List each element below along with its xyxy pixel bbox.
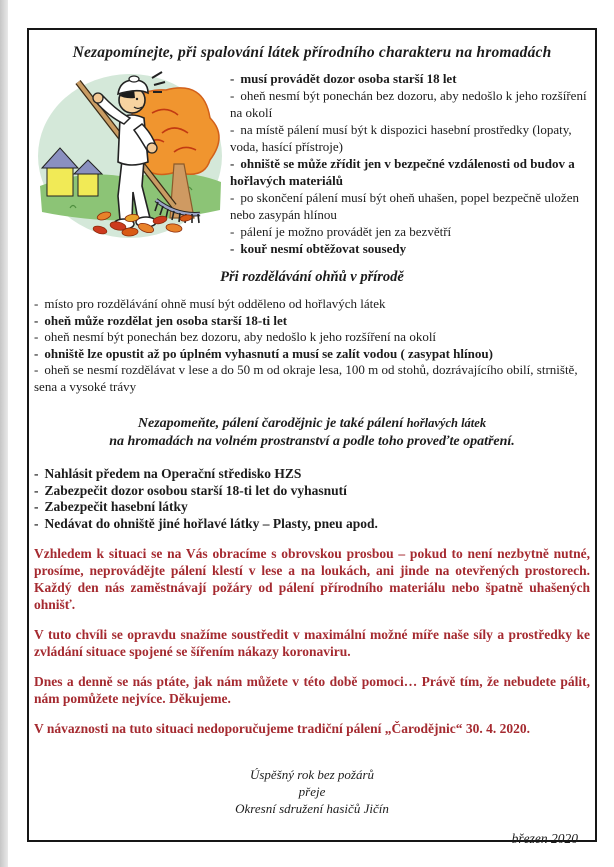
list-item: [34, 362, 590, 395]
list-item: [230, 155, 588, 189]
list-item-text: oheň nesmí být ponechán bez dozoru, aby nedošlo k jeho rozšíření na okolí: [230, 88, 587, 120]
list-item: [34, 313, 590, 330]
list-item: [34, 346, 590, 363]
notice-line2: na hromadách na volném prostranství a podle toho proveďte opatření.: [109, 434, 515, 449]
list-item-text: pálení je možno provádět jen za bezvětří: [240, 224, 452, 239]
bullet-dash: -: [230, 241, 235, 256]
list-item: [34, 329, 590, 346]
list-item-text: Zabezpečit dozor osobou starší 18-ti let do vyhasnutí: [44, 482, 347, 498]
bullet-dash: -: [34, 515, 39, 531]
bullet-dash: -: [34, 312, 39, 328]
list-item-text: oheň nesmí být ponechán bez dozoru, aby nedošlo k jeho rozšíření na okolí: [44, 329, 437, 344]
signature-block: [34, 766, 590, 817]
list-item-text: po skončení pálení musí být oheň uhašen, popel bezpečně uložen nebo zasypán hlínou: [230, 190, 579, 222]
list-item-text: Nedávat do ohniště jiné hořlavé látky – Plasty, pneu apod.: [44, 515, 378, 531]
bullet-dash: -: [230, 88, 235, 103]
bullet-dash: -: [230, 190, 235, 205]
list-item-text: na místě pálení musí být k dispozici hasební prostředky (lopaty, voda, hasící přístroje): [230, 122, 572, 154]
list-item: [230, 240, 588, 257]
man-raking-autumn-leaves-illustration: [34, 68, 230, 257]
bullet-dash: -: [34, 499, 39, 514]
signature-line3: Okresní sdružení hasičů Jičín: [235, 801, 389, 816]
notice-line1-small: hořlavých látek: [406, 416, 487, 430]
list-item-text: ohniště lze opustit až po úplném vyhasnutí a musí se zalít vodou ( zasypat hlínou): [44, 345, 493, 361]
witches-burning-notice: [34, 414, 590, 451]
signature-line2: přeje: [298, 784, 326, 799]
document-border-frame: [27, 28, 597, 846]
bullet-dash: -: [34, 345, 39, 361]
list-item-text: musí provádět dozor osoba starší 18 let: [240, 71, 457, 86]
bullet-dash: -: [34, 482, 39, 498]
top-section: [34, 68, 590, 257]
bullet-dash: -: [34, 466, 39, 481]
bullet-dash: -: [230, 71, 235, 86]
list-item: [34, 483, 590, 500]
raking-illustration-svg: [34, 68, 226, 240]
list-item-text: oheň se nesmí rozdělávat v lese a do 50 m od okraje lesa, 100 m od stohů, dozrávajícího obilí, strniště, sena a vysoké trávy: [34, 362, 578, 394]
document-title: Nezapomínejte, při spalování látek přírodního charakteru na hromadách: [72, 44, 552, 61]
notice-line1: Nezapomeňte, pálení čarodějnic je také pálení: [137, 416, 404, 431]
list-item-text: místo pro rozdělávání ohně musí být odděleno od hořlavých látek: [44, 296, 386, 311]
list-item-text: oheň může rozdělat jen osoba starší 18-ti let: [44, 312, 288, 328]
list-item: [34, 296, 590, 313]
appeal-paragraph: V tuto chvíli se opravdu snažíme soustředit v maximální možné míře naše síly a prostředky ke zvládání situace spojené se šířením nákazy koronaviru.: [34, 627, 590, 659]
list-item-text: Nahlásit předem na Operační středisko HZS: [44, 466, 302, 481]
list-item-text: ohniště se může zřídit jen v bezpečné vzdálenosti od budov a hořlavých materiálů: [230, 156, 575, 188]
bullet-dash: -: [230, 224, 235, 239]
list-item: [230, 121, 588, 155]
bullet-dash: -: [230, 122, 235, 137]
appeal-paragraph: Vzhledem k situaci se na Vás obracíme s obrovskou prosbou – pokud to není nezbytně nutné, prosíme, neprovádějte pálení klestí v lese a na loukách, ani jinde na otevřených prostorech. Každý den nás zaměstnávají požáry od pálení přírodního materiálu nebo špatně uhašených ohnišť.: [34, 546, 590, 612]
open-fire-rules-list: [34, 296, 590, 395]
covid-appeal-section: [34, 545, 590, 737]
bullet-dash: -: [34, 362, 39, 377]
list-item-text: Zabezpečit hasební látky: [44, 499, 188, 514]
bullet-dash: -: [230, 156, 235, 171]
open-fire-section-heading: Při rozdělávání ohňů v přírodě: [220, 269, 404, 285]
document-date: březen 2020: [511, 831, 578, 846]
burning-piles-rules-list: [230, 68, 590, 257]
list-item: [34, 516, 590, 533]
list-item: [230, 87, 588, 121]
list-item: [230, 189, 588, 223]
scan-edge-shadow: [0, 0, 8, 867]
list-item: [230, 70, 588, 87]
list-item: [34, 466, 590, 483]
list-item: [230, 223, 588, 240]
appeal-paragraph: Dnes a denně se nás ptáte, jak nám můžete v této době pomoci… Právě tím, že nebudete pálit, nám pomůžete nejvíce. Děkujeme.: [34, 674, 590, 706]
signature-line1: Úspěšný rok bez požárů: [249, 767, 375, 782]
bullet-dash: -: [34, 296, 39, 311]
list-item-text: kouř nesmí obtěžovat sousedy: [240, 241, 407, 256]
list-item: [34, 499, 590, 516]
appeal-paragraph: V návaznosti na tuto situaci nedoporučujeme tradiční pálení „Čarodějnic“ 30. 4. 2020.: [34, 721, 531, 736]
bullet-dash: -: [34, 329, 39, 344]
safety-measures-list: [34, 466, 590, 532]
